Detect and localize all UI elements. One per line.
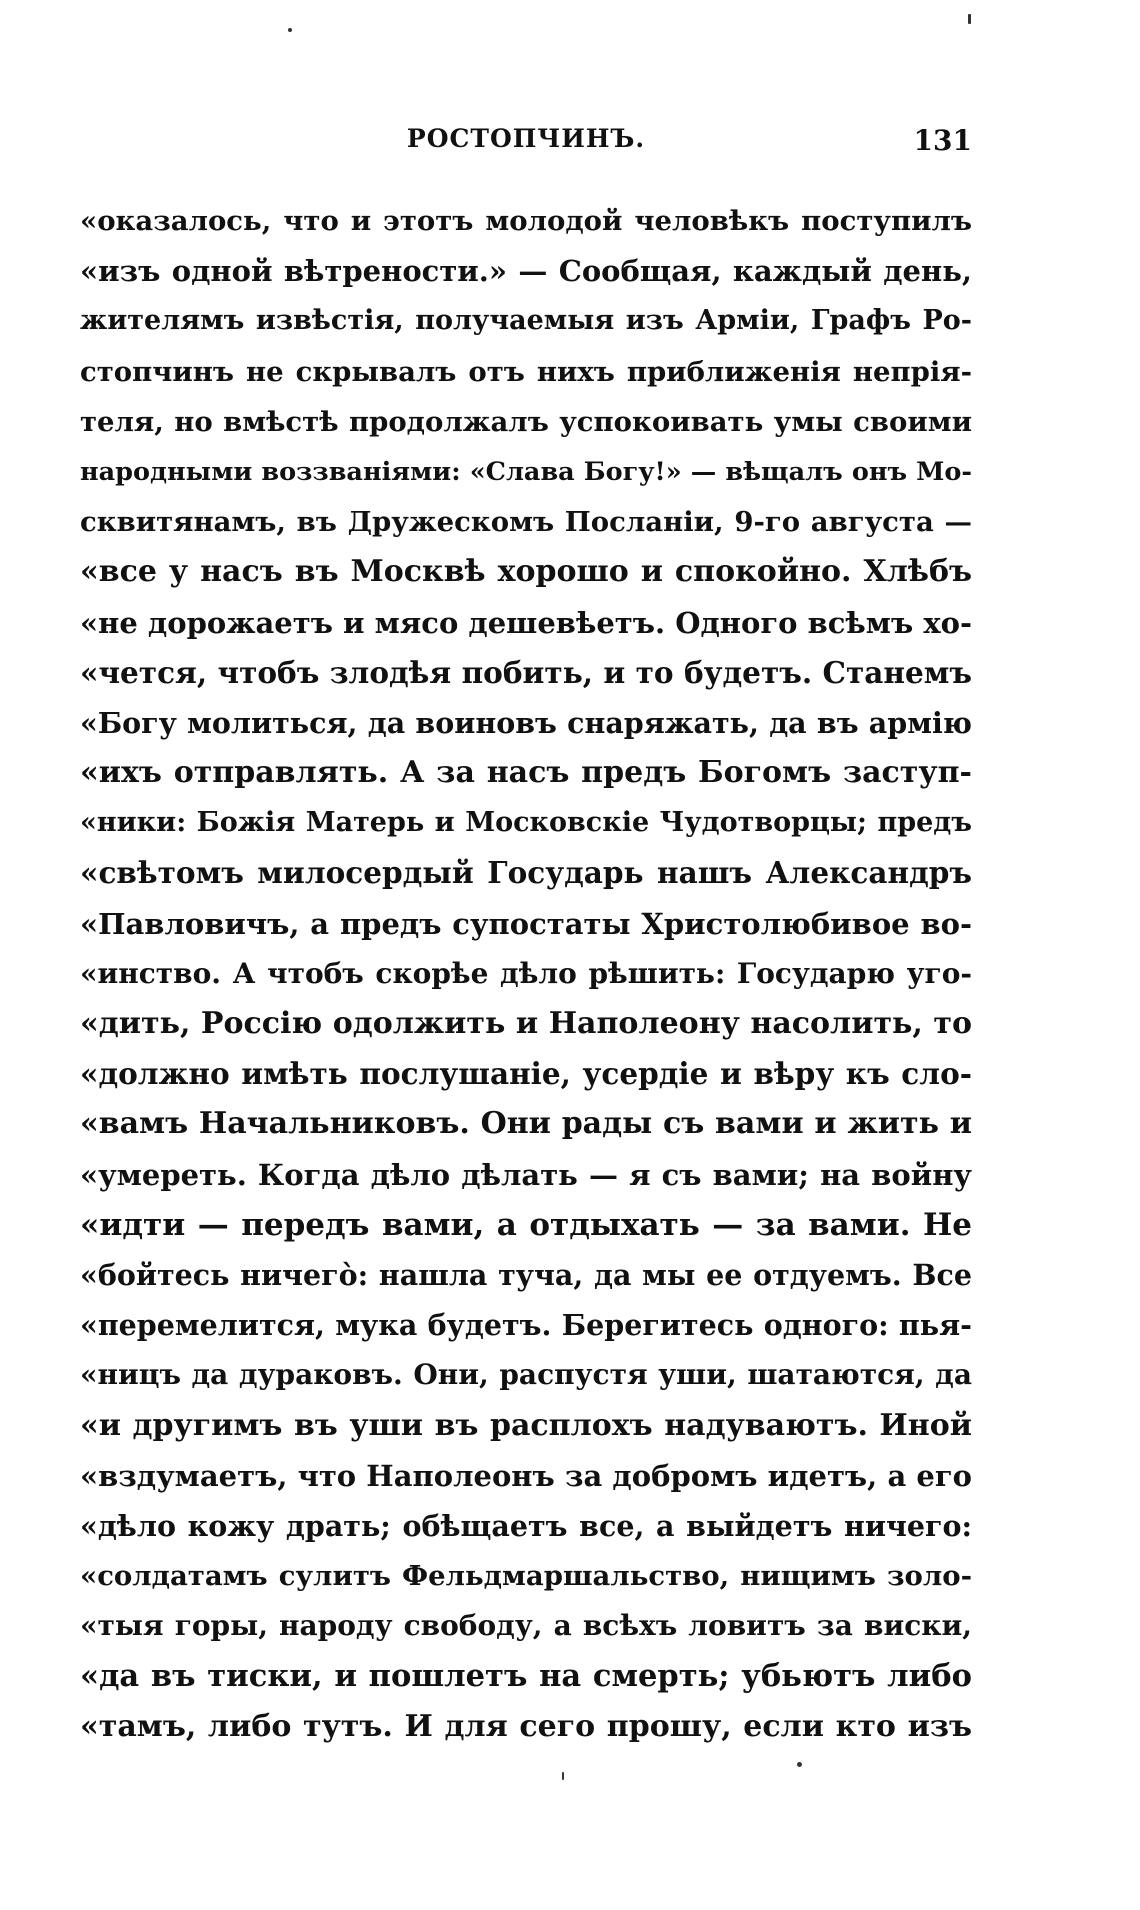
text-line: «изъ одной вѣтрености.» — Сообщая, каждый день, <box>80 254 972 289</box>
scan-speck <box>562 1772 564 1780</box>
text-line: «ницъ да дураковъ. Они, распустя уши, шатаются, да <box>80 1358 972 1392</box>
text-line: «Павловичъ, а предъ супостаты Христолюбивое во- <box>80 906 972 941</box>
scan-speck <box>968 14 971 24</box>
text-line: «оказалось, что и этотъ молодой человѣкъ поступилъ <box>80 205 972 237</box>
text-line: «должно имѣть послушаніе, усердіе и вѣру къ сло- <box>80 1056 972 1092</box>
running-head <box>80 124 972 164</box>
text-line: «свѣтомъ милосердый Государь нашъ Александръ <box>80 855 972 891</box>
text-line: жителямъ извѣстія, получаемыя изъ Арміи, Графъ Ро- <box>80 305 972 337</box>
text-line: «идти — передъ вами, а отдыхать — за вами. Не <box>80 1206 972 1243</box>
scan-speck <box>797 1762 802 1767</box>
text-line: стопчинъ не скрывалъ отъ нихъ приближенія непрія- <box>80 355 972 388</box>
text-line: «бойтесь ничегò: нашла туча, да мы ее отдуемъ. Все <box>80 1257 972 1292</box>
text-line: «все у насъ въ Москвѣ хорошо и спокойно. Хлѣбъ <box>80 554 972 590</box>
body-text <box>80 196 972 1752</box>
text-line: сквитянамъ, въ Дружескомъ Посланіи, 9-го августа — <box>80 506 972 539</box>
text-line: «дить, Россію одолжить и Наполеону насолить, то <box>80 1006 972 1041</box>
text-line: «ники: Божія Матерь и Московскіе Чудотворцы; предъ <box>80 807 972 839</box>
text-line: «тыя горы, народу свободу, а всѣхъ ловитъ за виски, <box>80 1609 972 1643</box>
page-number: 131 <box>913 124 972 157</box>
text-line: «перемелится, мука будетъ. Берегитесь одного: пья- <box>80 1308 972 1343</box>
text-line: «солдатамъ сулитъ Фельдмаршальство, нищимъ золо- <box>80 1560 972 1593</box>
scan-speck <box>288 28 292 32</box>
running-title: РОСТОПЧИНЪ. <box>406 124 646 153</box>
text-line: «вамъ Начальниковъ. Они рады съ вами и жить и <box>80 1106 972 1142</box>
text-line: «вздумаетъ, что Наполеонъ за добромъ идетъ, а его <box>80 1458 972 1493</box>
text-line: «не дорожаетъ и мясо дешевѣетъ. Одного всѣмъ хо- <box>80 605 972 640</box>
text-line: «умереть. Когда дѣло дѣлать — я съ вами; на войну <box>80 1157 972 1192</box>
text-line: «и другимъ въ уши въ расплохъ надуваютъ. Иной <box>80 1407 972 1443</box>
text-line: народными воззваніями: «Слава Богу!» — вѣщалъ онъ Мо- <box>80 456 972 487</box>
text-line: теля, но вмѣстѣ продолжалъ успокоивать умы своими <box>80 405 972 438</box>
text-line: «инство. А чтобъ скорѣе дѣло рѣшить: Государю уго- <box>80 956 972 990</box>
text-line: «тамъ, либо тутъ. И для сего прошу, если кто изъ <box>80 1708 972 1744</box>
text-line: «ихъ отправлять. А за насъ предъ Богомъ заступ- <box>80 755 972 791</box>
text-line: «да въ тиски, и пошлетъ на смерть; убьютъ либо <box>80 1658 972 1695</box>
text-line: «Богу молиться, да воиновъ снаряжать, да въ армію <box>80 705 972 740</box>
text-line: «чется, чтобъ злодѣя побить, и то будетъ. Станемъ <box>80 654 972 690</box>
text-line: «дѣло кожу драть; обѣщаетъ все, а выйдетъ ничего: <box>80 1508 972 1543</box>
